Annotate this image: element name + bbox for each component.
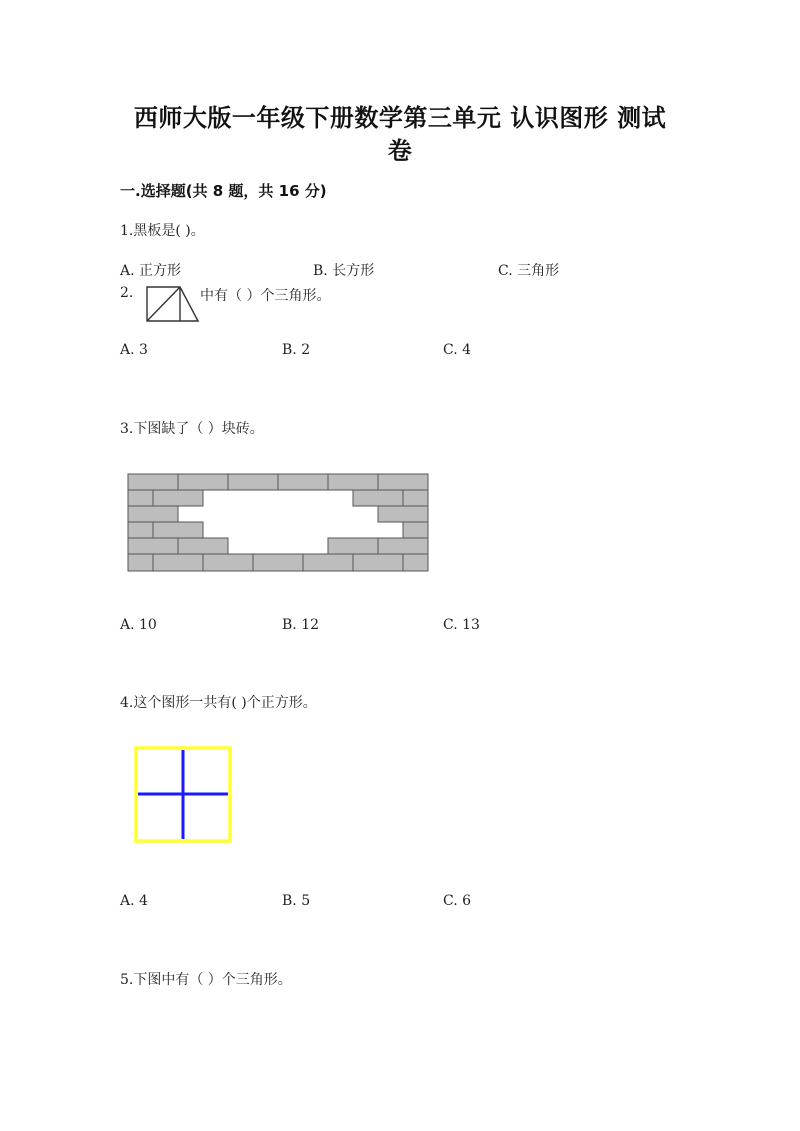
question-number: 1. xyxy=(120,223,134,239)
question-2-text: 中有（ ）个三角形。 xyxy=(200,288,331,304)
question-number: 4. xyxy=(120,695,134,711)
question-2-number: 2. xyxy=(120,285,134,301)
q2-option-b: B. 2 xyxy=(282,342,311,358)
question-1 xyxy=(120,220,205,240)
q2-option-c: C. 4 xyxy=(443,342,472,358)
q1-option-b: B. 长方形 xyxy=(313,263,375,279)
question-text: 下图缺了（ ）块砖。 xyxy=(133,421,264,437)
question-number: 5. xyxy=(120,972,134,988)
brick-wall-figure xyxy=(127,473,430,572)
question-5 xyxy=(120,969,292,989)
trapezoid-triangles-figure xyxy=(145,285,200,323)
page-title: 西师大版一年级下册数学第三单元 认识图形 测试 xyxy=(133,104,667,132)
q1-option-a: A. 正方形 xyxy=(120,263,182,279)
q2-option-a: A. 3 xyxy=(120,342,148,358)
q3-option-b: B. 12 xyxy=(282,617,320,633)
q4-option-a: A. 4 xyxy=(120,893,148,909)
q3-option-c: C. 13 xyxy=(443,617,480,633)
question-3 xyxy=(120,418,264,438)
question-text: 黑板是( )。 xyxy=(133,223,205,239)
question-text: 下图中有（ ）个三角形。 xyxy=(133,972,292,988)
section-heading: 一.选择题(共 8 题，共 16 分) xyxy=(120,182,327,200)
question-4 xyxy=(120,692,317,712)
q4-option-c: C. 6 xyxy=(443,893,472,909)
squares-grid-figure xyxy=(134,746,232,843)
q1-option-c: C. 三角形 xyxy=(498,263,560,279)
question-number: 3. xyxy=(120,421,134,437)
q3-option-a: A. 10 xyxy=(120,617,157,633)
question-text: 这个图形一共有( )个正方形。 xyxy=(133,695,317,711)
q4-option-b: B. 5 xyxy=(282,893,311,909)
page-title-continued: 卷 xyxy=(387,137,413,165)
